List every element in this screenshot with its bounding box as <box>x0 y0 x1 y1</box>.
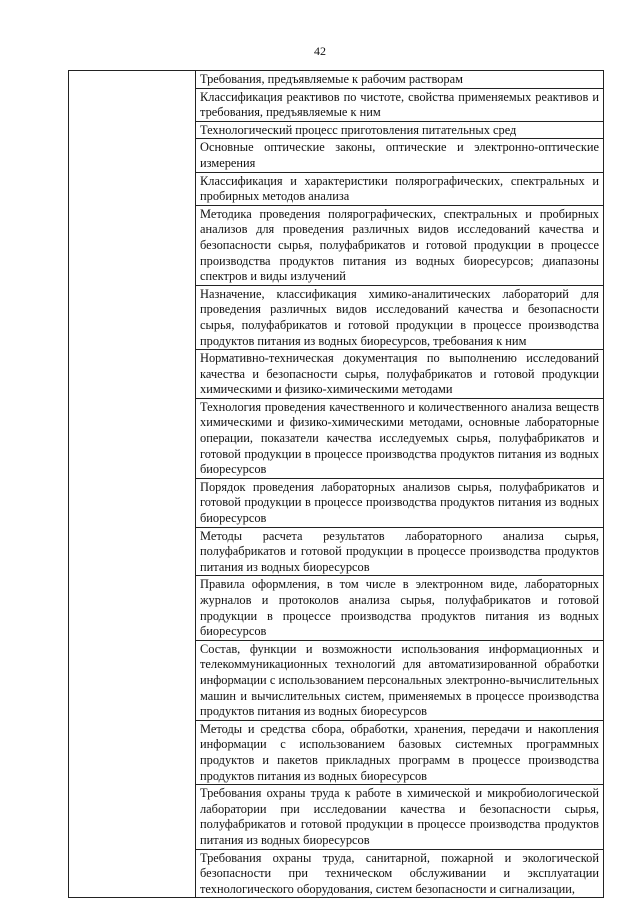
cell-text: Методика проведения полярографических, спектральных и пробирных анализов для проведения различных видов исследований качества и безопасности сырья, полуфабрикатов и готовой продукции в процессе производства продуктов питания из водных биоресурсов; диапазоны спектров и виды излучений <box>200 206 599 284</box>
table-cell <box>196 640 604 720</box>
cell-text: Классификация и характеристики полярографических, спектральных и пробирных методов анализа <box>200 173 599 204</box>
table-cell <box>196 398 604 478</box>
table-cell <box>196 71 604 89</box>
table-cell <box>196 785 604 849</box>
table-cell <box>196 478 604 527</box>
cell-text: Состав, функции и возможности использования информационных и телекоммуникационных технологий для автоматизированной обработки информации с использованием персональных электронно-вычислительных машин и вычислительных систем, применяемых в процессе производства продуктов питания из водных биоресурсов <box>200 641 599 719</box>
cell-text: Технология проведения качественного и количественного анализа веществ химическими и физико-химическими методами, основные лабораторные операции, показатели качества исследуемых сырья, полуфабрикатов и готовой продукции в процессе производства продуктов питания из водных биоресурсов <box>200 399 599 477</box>
cell-text: Нормативно-техническая документация по выполнению исследований качества и безопасности сырья, полуфабрикатов и готовой продукции химическими и физико-химическими методами <box>200 351 599 397</box>
cell-text: Технологический процесс приготовления питательных сред <box>200 122 517 137</box>
cell-text: Методы и средства сбора, обработки, хранения, передачи и накопления информации с использованием базовых системных программных продуктов и пакетов прикладных программ в процессе производства продуктов питания из водных биоресурсов <box>200 721 599 783</box>
cell-text: Требования охраны труда к работе в химической и микробиологической лаборатории при исследовании качества и безопасности сырья, полуфабрикатов и готовой продукции в процессе производства продуктов питания из водных биоресурсов <box>200 786 599 847</box>
cell-text: Требования охраны труда, санитарной, пожарной и экологической безопасности при техническом обслуживании и эксплуатации технологического оборудования, систем безопасности и сигнализации, <box>200 850 599 896</box>
table-cell <box>196 205 604 285</box>
cell-text: Назначение, классификация химико-аналитических лабораторий для проведения различных видов исследований качества и безопасности сырья, полуфабрикатов и готовой продукции в процессе производства продуктов питания из водных биоресурсов, требования к ним <box>200 286 599 348</box>
cell-text: Порядок проведения лабораторных анализов сырья, полуфабрикатов и готовой продукции в процессе производства продуктов питания из водных биоресурсов <box>200 479 599 526</box>
page-number: 42 <box>314 44 326 58</box>
table-cell <box>196 576 604 640</box>
table-cell <box>196 849 604 898</box>
cell-text: Классификация реактивов по чистоте, свойства применяемых реактивов и требования, предъявляемые к ним <box>200 89 599 120</box>
table-row <box>69 71 604 89</box>
cell-text: Методы расчета результатов лабораторного анализа сырья, полуфабрикатов и готовой продукции в процессе производства продуктов питания из водных биоресурсов <box>200 528 599 574</box>
table-cell <box>196 720 604 784</box>
table-cell <box>196 172 604 205</box>
table-cell <box>196 88 604 121</box>
table-cell <box>196 139 604 172</box>
empty-left-cell <box>69 71 196 898</box>
knowledge-table <box>68 70 604 898</box>
cell-text: Правила оформления, в том числе в электронном виде, лабораторных журналов и протоколов анализа сырья, полуфабрикатов и готовой продукции в процессе производства продуктов питания из водных биоресурсов <box>200 577 599 639</box>
cell-text: Требования, предъявляемые к рабочим растворам <box>200 72 463 86</box>
table-cell <box>196 350 604 399</box>
cell-text: Основные оптические законы, оптические и электронно-оптические измерения <box>200 140 599 170</box>
table-cell <box>196 285 604 349</box>
table-cell <box>196 527 604 576</box>
table-cell <box>196 121 604 139</box>
